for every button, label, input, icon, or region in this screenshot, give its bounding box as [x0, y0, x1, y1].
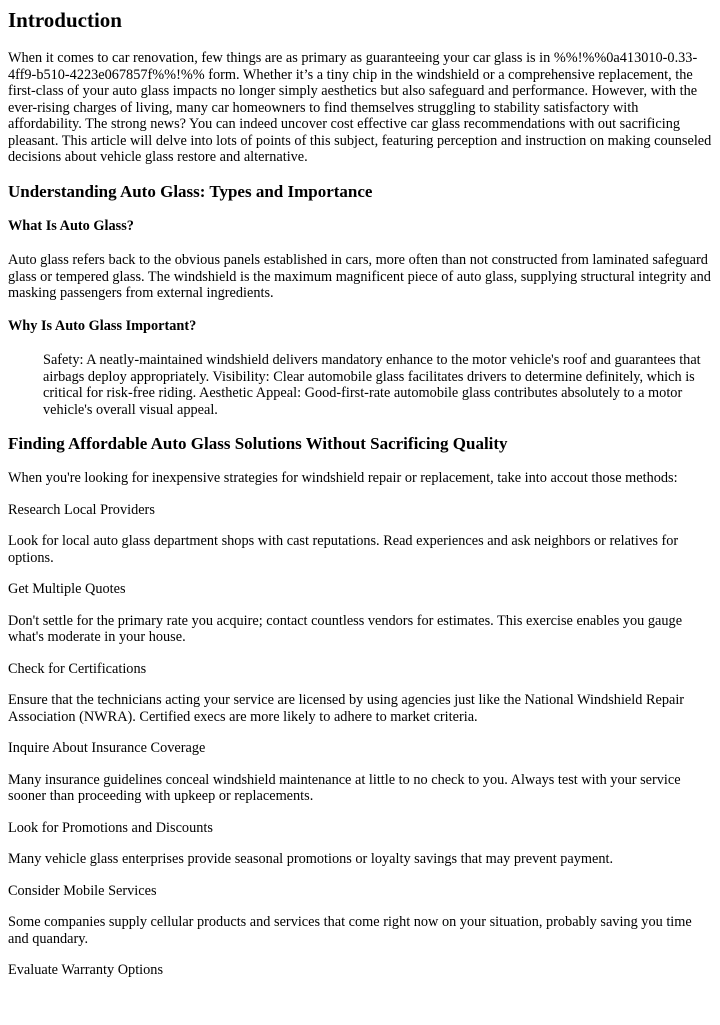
section-heading-understanding: Understanding Auto Glass: Types and Importance — [8, 181, 373, 201]
finding-intro-paragraph: When you're looking for inexpensive strategies for windshield repair or replacement, take into accout those methods: — [8, 470, 678, 486]
tip-body: Ensure that the technicians acting your service are licensed by using agencies just like the National Windshield Repair Association (NWRA). Certified execs are more likely to adhere to market criteria. — [8, 692, 685, 725]
tip-body: Don't settle for the primary rate you acquire; contact countless vendors for estimates. This exercise enables you gauge what's moderate in your house. — [8, 612, 683, 645]
subheading-what-is: What Is Auto Glass? — [8, 217, 134, 234]
tip-title: Research Local Providers — [8, 501, 155, 518]
tip-title: Check for Certifications — [8, 660, 147, 677]
section-heading-finding: Finding Affordable Auto Glass Solutions Without Sacrificing Quality — [8, 434, 508, 453]
tip-body: Many vehicle glass enterprises provide seasonal promotions or loyalty savings that may prevent payment. — [8, 851, 614, 867]
subheading-why-important: Why Is Auto Glass Important? — [8, 317, 197, 334]
page-title: Introduction — [8, 8, 122, 32]
article — [0, 8, 720, 979]
what-is-paragraph: Auto glass refers back to the obvious panels established in cars, more often than not constructed from laminated safeguard glass or tempered glass. The windshield is the maximum magnificent piece of auto glass, supplying structural integrity and masking passengers from external ingredients. — [8, 252, 711, 301]
tip-body: Many insurance guidelines conceal windshield maintenance at little to no check to you. Always test with your service sooner than proceeding with upkeep or replacements. — [8, 771, 681, 804]
tip-body: Look for local auto glass department shops with cast reputations. Read experiences and ask neighbors or relatives for options. — [8, 533, 679, 566]
intro-paragraph: When it comes to car renovation, few things are as primary as guaranteeing your car glass is in %%!%%0a413010-0.33-4ff9-b510-4223e067857f%%!%% form. Whether it’s a tiny chip in the windshield or a comprehensive replacement, the first-class of your auto glass impacts no longer simply aesthetics but also safeguard and performance. However, with the ever-rising charges of living, many car homeowners to find themselves struggling to stability satisfactory with affordability. The strong news? You can indeed uncover cost effective car glass recommendations with out sacrificing pleasant. This article will delve into lots of points of this subject, featuring perception and instruction on making counseled decisions about vehicle glass restore and alternative. — [8, 50, 712, 165]
why-important-block: Safety: A neatly-maintained windshield delivers mandatory enhance to the motor vehicle's roof and guarantees that airbags deploy appropriately. Visibility: Clear automobile glass facilitates drivers to determine definitely, which is critical for risk-free riding. Aesthetic Appeal: Good-first-rate automobile glass contributes absolutely to a motor vehicle's overall visual appeal. — [43, 352, 701, 418]
tip-title: Evaluate Warranty Options — [8, 962, 164, 978]
tip-title: Consider Mobile Services — [8, 882, 157, 899]
tip-title: Inquire About Insurance Coverage — [8, 740, 206, 756]
tip-title: Get Multiple Quotes — [8, 581, 126, 597]
tip-title: Look for Promotions and Discounts — [8, 819, 213, 836]
tip-body: Some companies supply cellular products and services that come right now on your situation, probably saving you time and quandary. — [8, 914, 692, 947]
